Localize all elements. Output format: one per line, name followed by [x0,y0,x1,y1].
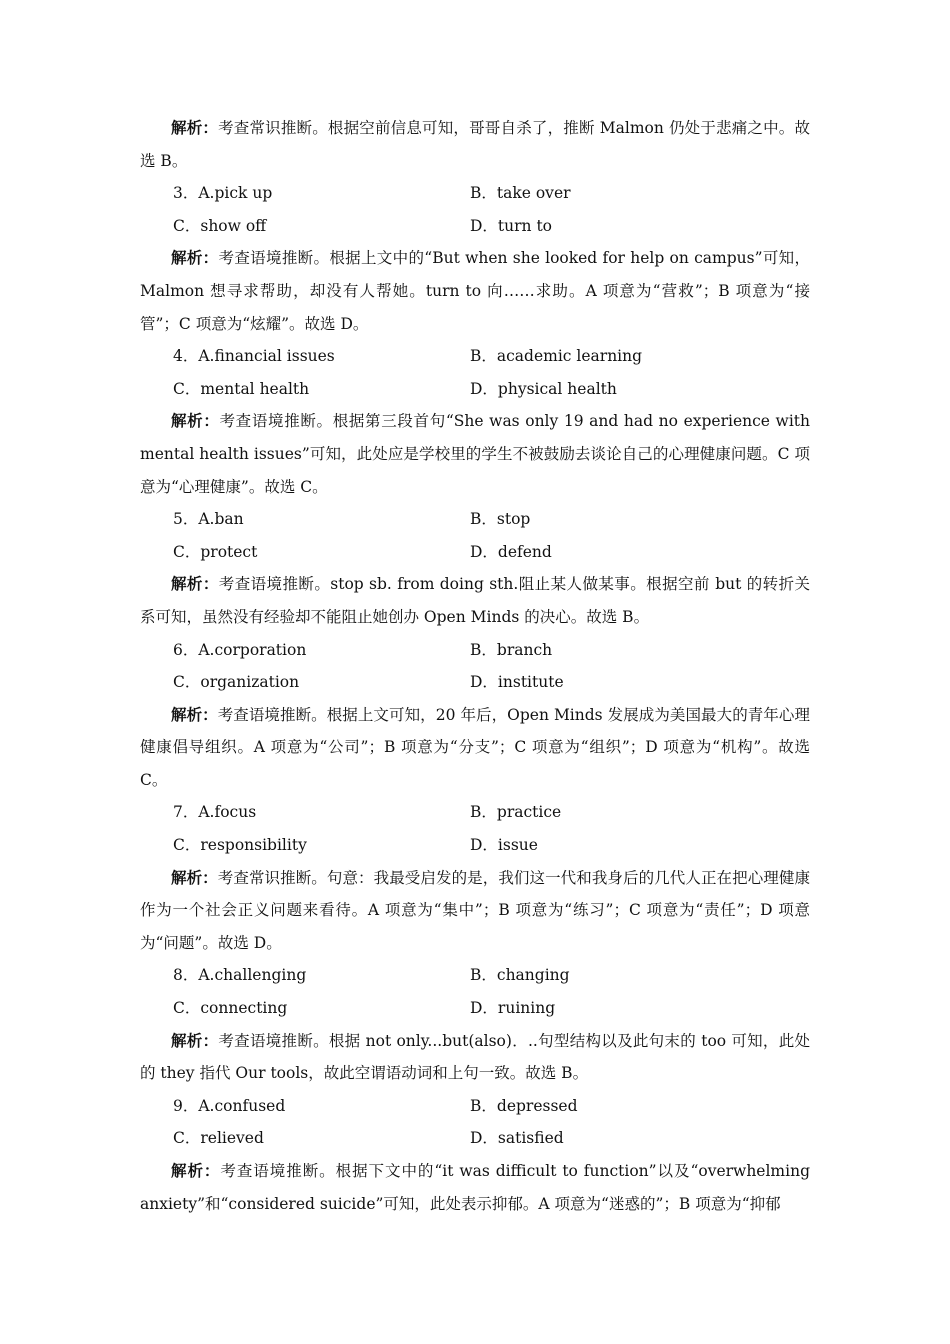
analysis-label: 解析： [171,867,218,887]
analysis-paragraph [140,405,810,503]
options-row [140,536,810,569]
option-right: B．practice [470,803,562,822]
option-left: 4．A.financial issues [173,347,335,366]
analysis-text: 考查语境推断。stop sb. from doing sth.阻止某人做某事。根据空前 but 的转折关系可知，虽然没有经验却不能阻止她创办 Open Minds 的决心。故选 B。 [140,575,810,626]
analysis-text: 考查语境推断。根据下文中的“it was difficult to function”以及“overwhelming anxiety”和“considered suicide”可知，此处表示抑郁。A 项意为“迷惑的”；B 项意为“抑郁 [140,1162,810,1213]
analysis-text: 考查常识推断。根据空前信息可知，哥哥自杀了，推断 Malmon 仍处于悲痛之中。故选 B。 [140,119,810,170]
options-row [140,1122,810,1155]
option-right: B．academic learning [470,347,643,366]
option-right: B．branch [470,640,553,659]
options-row [140,1090,810,1123]
option-left: 9．A.confused [173,1096,286,1115]
answer-explanations [140,112,810,1220]
analysis-label: 解析： [171,704,218,724]
option-left: C．responsibility [173,836,307,855]
option-left: 8．A.challenging [173,966,307,985]
analysis-label: 解析： [171,411,220,431]
options-row [140,340,810,373]
options-row [140,829,810,862]
option-right: D．institute [470,673,564,692]
analysis-label: 解析： [171,248,219,268]
analysis-paragraph [140,1025,810,1090]
analysis-label: 解析： [171,118,219,137]
analysis-paragraph [140,1155,810,1220]
option-right: D．turn to [470,216,553,235]
option-left: 7．A.focus [173,803,257,822]
analysis-text: 考查常识推断。句意：我最受启发的是，我们这一代和我身后的几代人正在把心理健康作为一个社会正义问题来看待。A 项意为“集中”；B 项意为“练习”；C 项意为“责任”；D 项意为“问题”。故选 D。 [140,868,810,952]
options-row [140,992,810,1025]
option-left: C．mental health [173,379,310,398]
analysis-paragraph [140,242,810,340]
option-right: B．changing [470,966,570,985]
option-left: 5．A.ban [173,510,244,529]
option-right: B．stop [470,510,531,529]
option-left: 3．A.pick up [173,184,273,203]
analysis-paragraph [140,699,810,797]
analysis-label: 解析： [171,1030,219,1050]
option-right: D．physical health [470,379,617,398]
options-row [140,634,810,667]
option-left: 6．A.corporation [173,640,307,659]
analysis-label: 解析： [171,1161,221,1180]
analysis-paragraph [140,568,810,633]
analysis-paragraph [140,862,810,960]
options-row [140,796,810,829]
option-left: C．protect [173,542,258,561]
option-left: C．organization [173,673,300,692]
option-right: D．satisfied [470,1129,564,1148]
option-right: D．ruining [470,999,556,1018]
analysis-text: 考查语境推断。根据 not only...but(also)．..句型结构以及此句末的 too 可知，此处的 they 指代 Our tools，故此空谓语动词和上句一致。故选 B。 [140,1031,810,1083]
option-right: B．take over [470,184,571,203]
option-left: C．relieved [173,1129,264,1148]
option-right: B．depressed [470,1096,578,1115]
options-row [140,210,810,243]
options-row [140,959,810,992]
options-row [140,177,810,210]
analysis-text: 考查语境推断。根据上文可知，20 年后，Open Minds 发展成为美国最大的青年心理健康倡导组织。A 项意为“公司”；B 项意为“分支”；C 项意为“组织”；D 项意为“机构”。故选 C。 [140,705,810,789]
options-row [140,373,810,406]
option-right: D．issue [470,836,538,855]
options-row [140,503,810,536]
analysis-label: 解析： [171,574,219,594]
analysis-text: 考查语境推断。根据第三段首句“She was only 19 and had no experience with mental health issues”可知，此处应是学校里的学生不被鼓励去谈论自己的心理健康问题。C 项意为“心理健康”。故选 C。 [140,412,810,496]
analysis-text: 考查语境推断。根据上文中的“But when she looked for help on campus”可知，Malmon 想寻求帮助，却没有人帮她。turn to 向……求助。A 项意为“营救”；B 项意为“接管”；C 项意为“炫耀”。故选 D。 [140,249,810,333]
options-row [140,666,810,699]
option-right: D．defend [470,542,552,561]
option-left: C．connecting [173,999,288,1018]
option-left: C．show off [173,216,267,235]
analysis-paragraph [140,112,810,177]
